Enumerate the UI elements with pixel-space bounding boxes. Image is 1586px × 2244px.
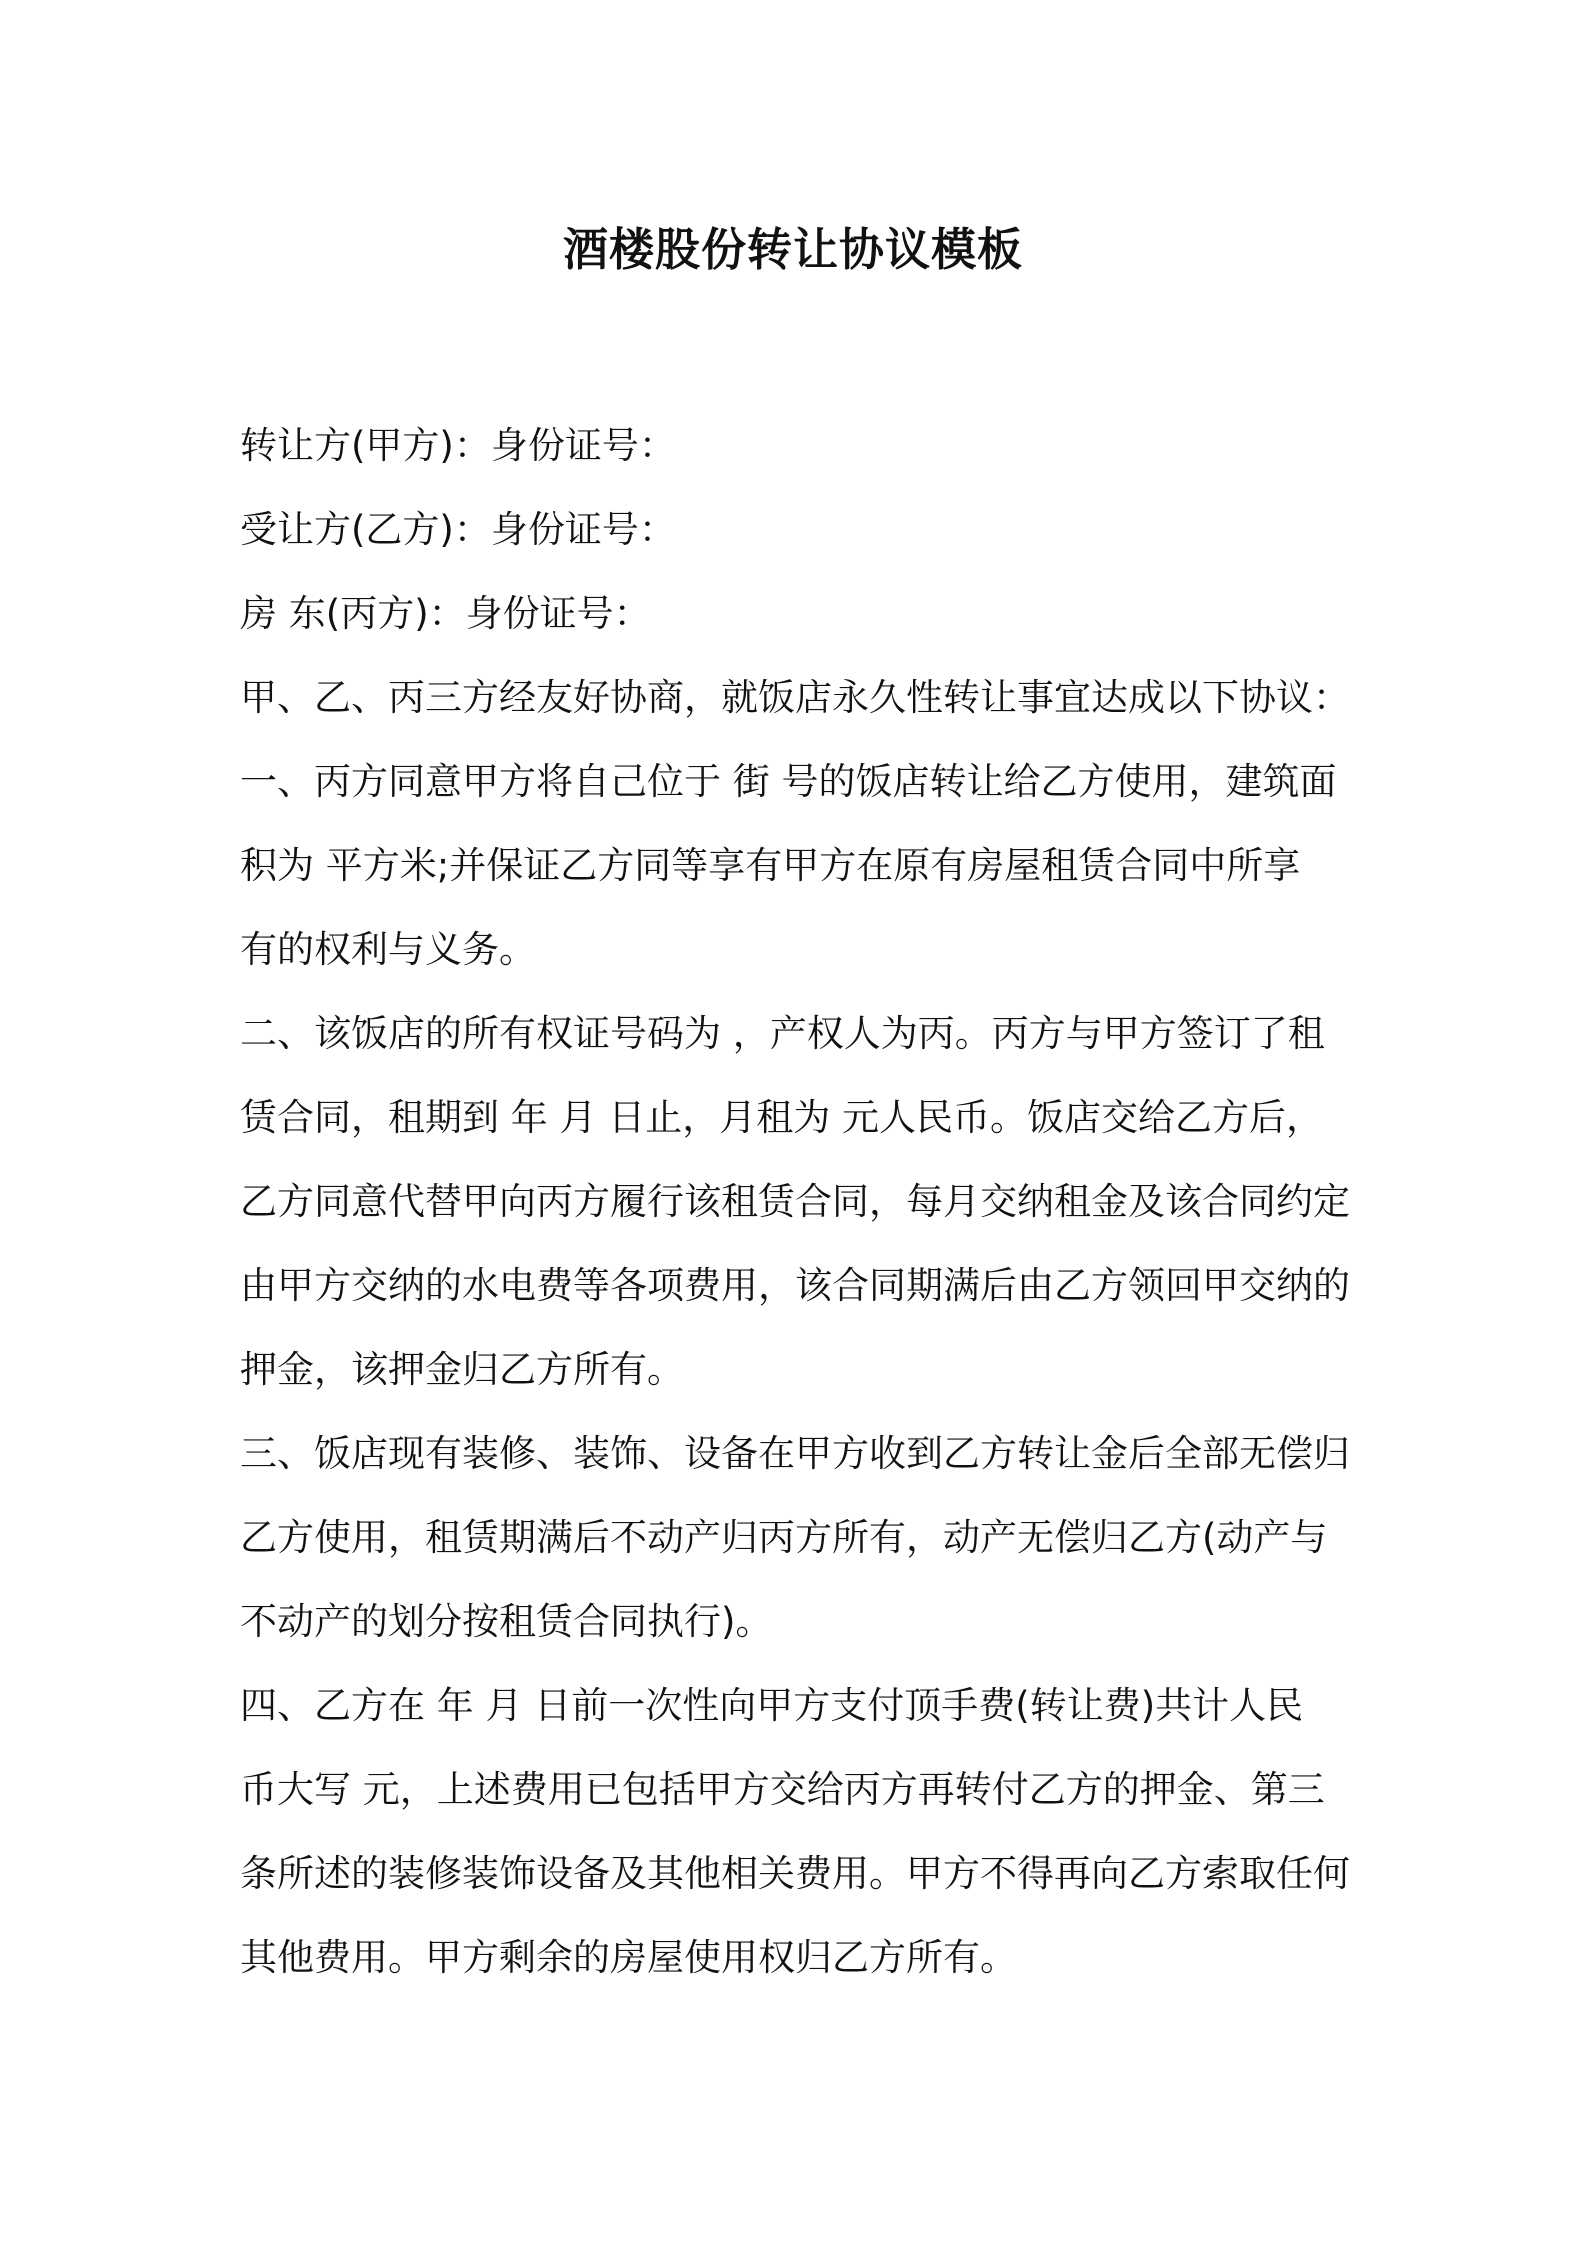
clause-4-line-1: 四、乙方在 年 月 日前一次性向甲方支付顶手费(转让费)共计人民	[240, 1684, 1304, 1727]
agreement-intro: 甲、乙、丙三方经友好协商，就饭店永久性转让事宜达成以下协议：	[240, 676, 1350, 719]
document-body	[240, 404, 1354, 2000]
clause-3-line-2: 乙方使用，租赁期满后不动产归丙方所有，动产无偿归乙方(动产与	[240, 1516, 1328, 1559]
clause-2-line-5: 押金，该押金归乙方所有。	[240, 1348, 684, 1391]
clause-1-line-2: 积为 平方米;并保证乙方同等享有甲方在原有房屋租赁合同中所享	[240, 844, 1301, 887]
clause-4-line-4: 其他费用。甲方剩余的房屋使用权归乙方所有。	[240, 1936, 1017, 1979]
clause-2-line-4: 由甲方交纳的水电费等各项费用，该合同期满后由乙方领回甲交纳的	[240, 1264, 1350, 1307]
clause-1-line-3: 有的权利与义务。	[240, 928, 536, 971]
party-a-line: 转让方(甲方)：身份证号：	[240, 424, 676, 467]
document-title: 酒楼股份转让协议模板	[562, 223, 1023, 276]
clause-3-line-3: 不动产的划分按租赁合同执行)。	[240, 1600, 773, 1643]
party-b-line: 受让方(乙方)：身份证号：	[240, 508, 676, 551]
clause-2-line-2: 赁合同，租期到 年 月 日止，月租为 元人民币。饭店交给乙方后，	[240, 1096, 1324, 1139]
clause-4-line-2: 币大写 元，上述费用已包括甲方交给丙方再转付乙方的押金、第三	[240, 1768, 1325, 1811]
clause-1-line-1: 一、丙方同意甲方将自己位于 街 号的饭店转让给乙方使用，建筑面	[240, 760, 1337, 803]
clause-3-line-1: 三、饭店现有装修、装饰、设备在甲方收到乙方转让金后全部无偿归	[240, 1432, 1350, 1475]
clause-2-line-1: 二、该饭店的所有权证号码为 ，产权人为丙。丙方与甲方签订了租	[240, 1012, 1325, 1055]
party-c-line: 房 东(丙方)：身份证号：	[240, 592, 651, 635]
clause-4-line-3: 条所述的装修装饰设备及其他相关费用。甲方不得再向乙方索取任何	[240, 1852, 1350, 1895]
clause-2-line-3: 乙方同意代替甲向丙方履行该租赁合同，每月交纳租金及该合同约定	[240, 1180, 1350, 1223]
